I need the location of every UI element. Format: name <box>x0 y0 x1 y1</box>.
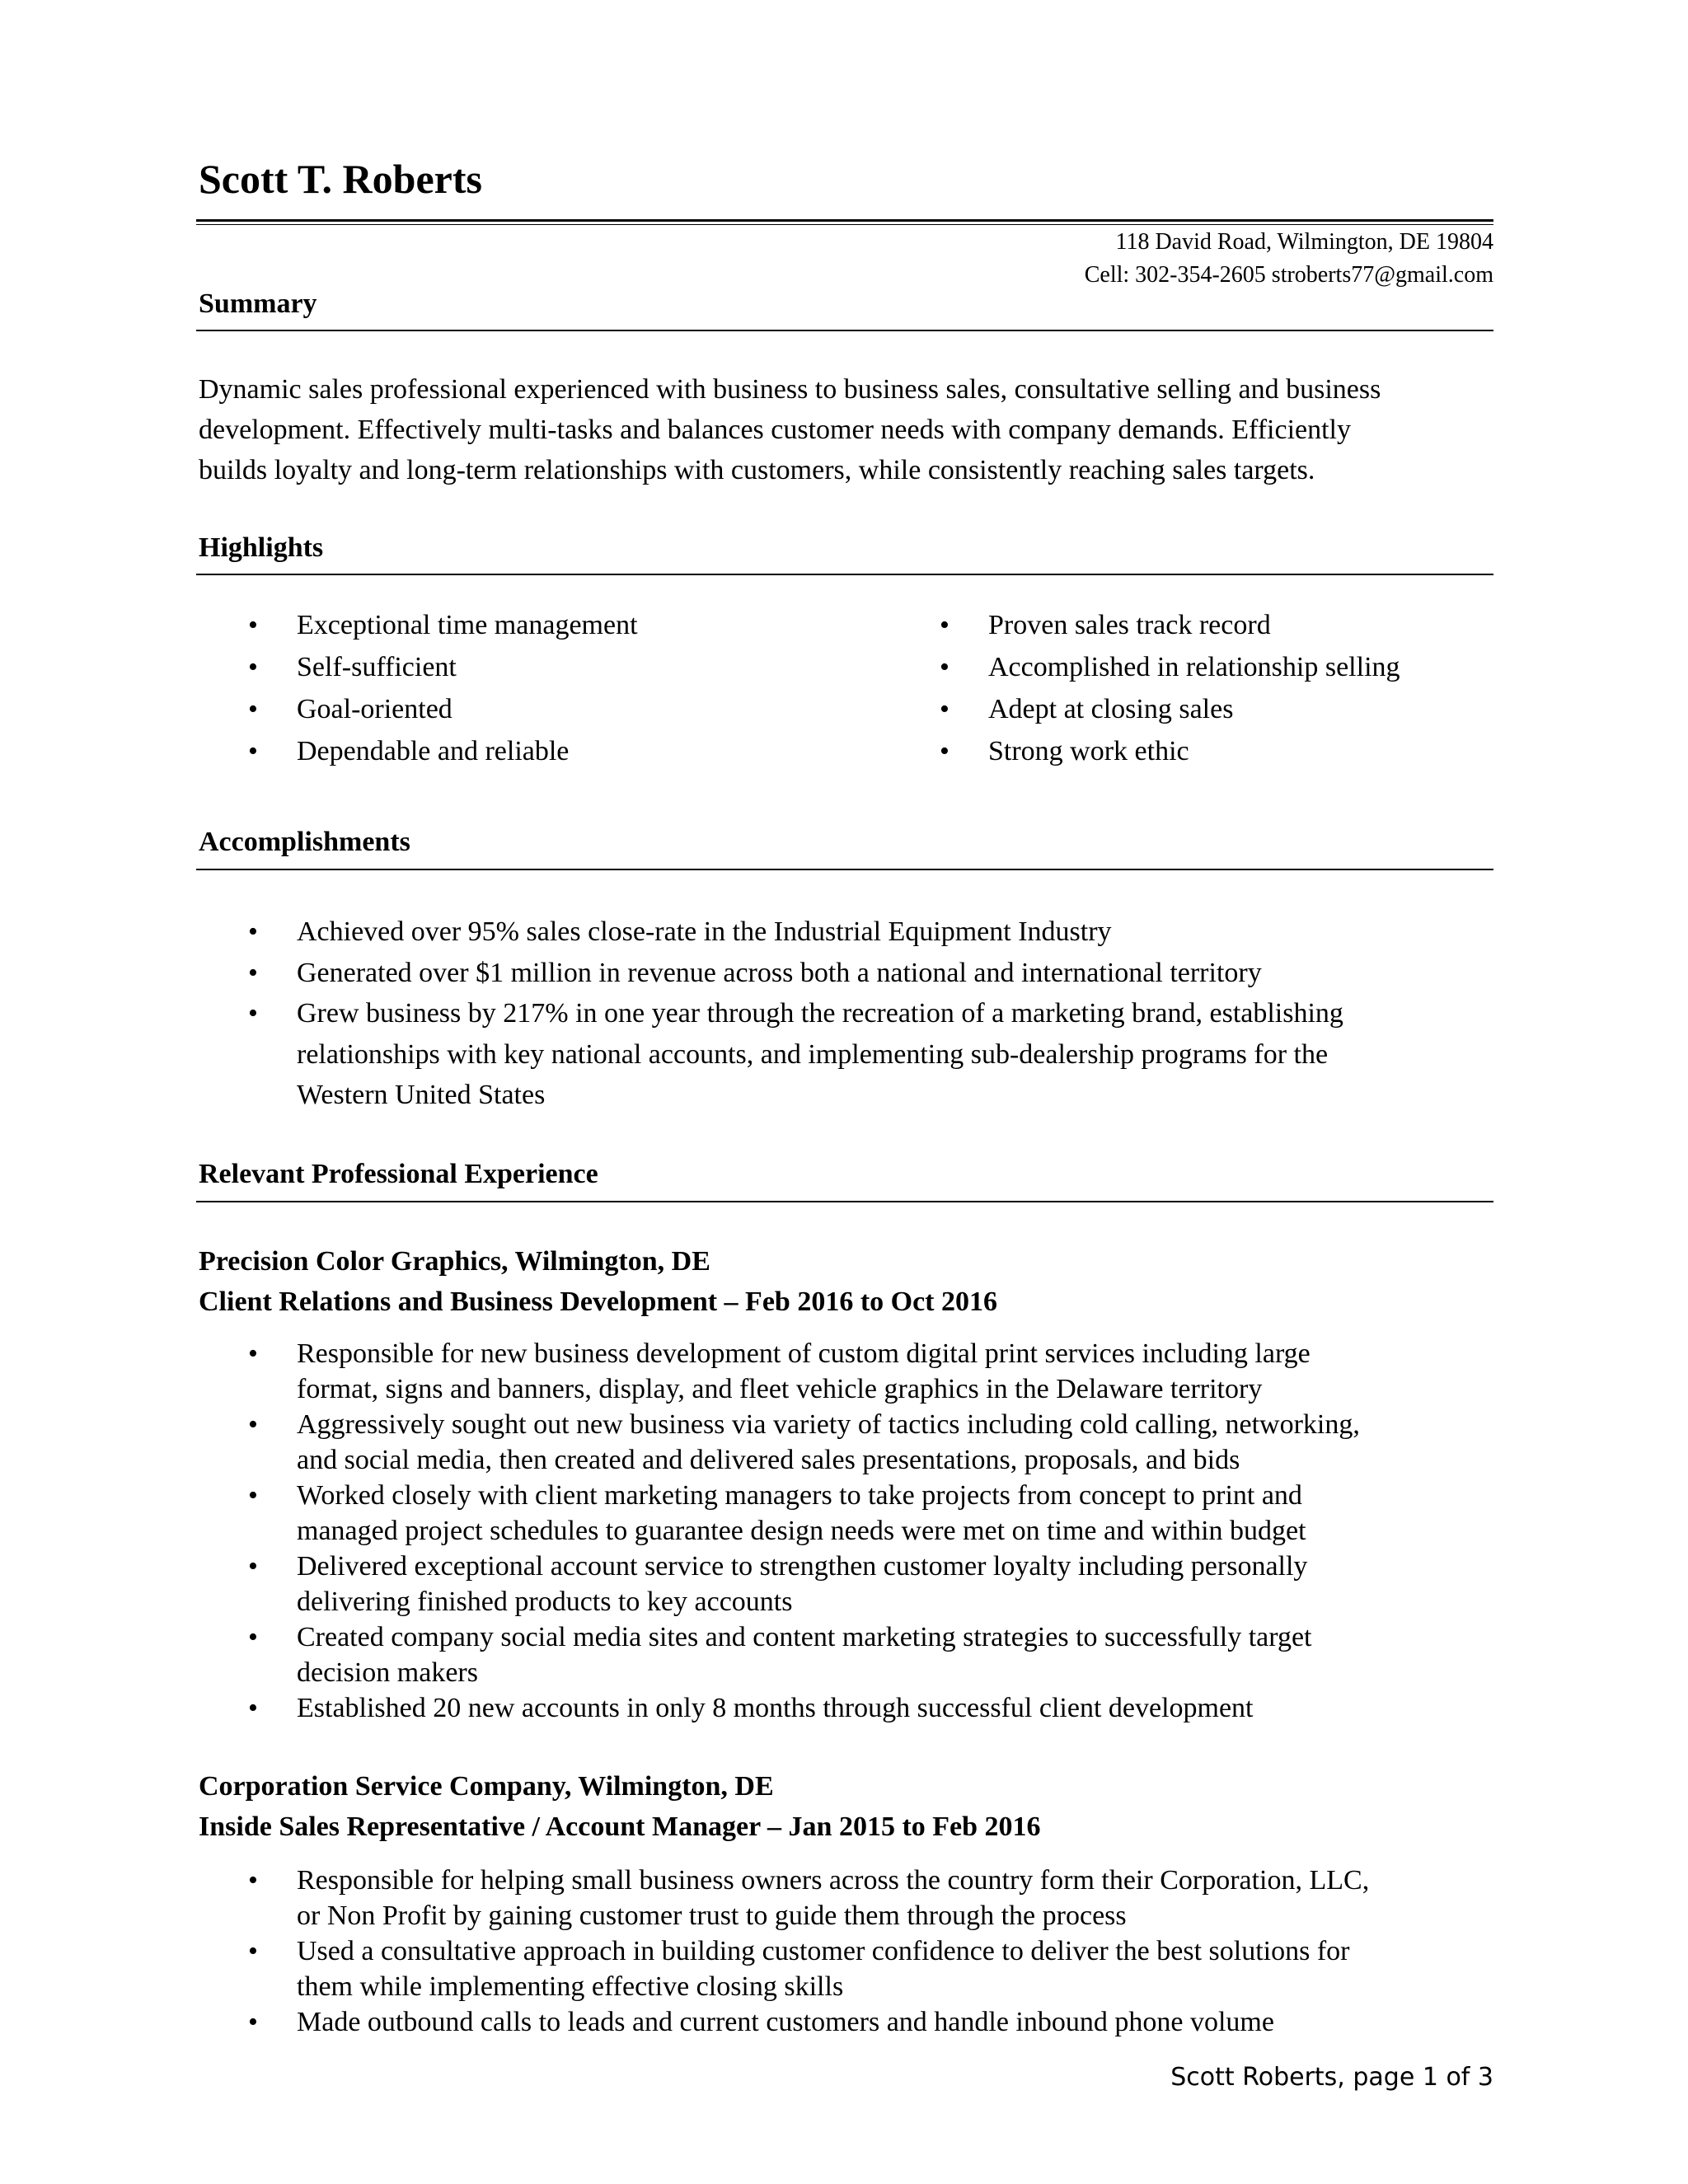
bullet-icon: • <box>248 1936 258 1966</box>
summary-line: Dynamic sales professional experienced with business to business sales, consultative selling and business <box>199 374 1381 405</box>
job-bullets <box>199 1336 1493 1726</box>
job-header <box>199 1241 997 1322</box>
job-bullet: • Established 20 new accounts in only 8 months through successful client development <box>199 1690 1493 1726</box>
bullet-icon: • <box>248 1551 258 1582</box>
address-line: 118 David Road, Wilmington, DE 19804 <box>1115 229 1493 255</box>
job-bullet: • Responsible for new business development of custom digital print services including large format, signs and banners, display, and fleet vehicle graphics in the Delaware territory <box>199 1336 1493 1407</box>
summary-text <box>199 369 1493 490</box>
highlights-right-list <box>890 604 1492 772</box>
highlight-item: • Exceptional time management <box>199 604 874 646</box>
job-bullet: • Created company social media sites and content marketing strategies to successfully target decision makers <box>199 1619 1493 1690</box>
summary-line: builds loyalty and long-term relationships with customers, while consistently reaching sales targets. <box>199 455 1315 485</box>
accomplishments-heading: Accomplishments <box>199 827 410 857</box>
highlight-item: • Accomplished in relationship selling <box>890 646 1492 688</box>
job-bullet: • Aggressively sought out new business via variety of tactics including cold calling, networking, and social media, then created and delivered sales presentations, proposals, and bids <box>199 1407 1493 1478</box>
page-footer: Scott Roberts, page 1 of 3 <box>1170 2063 1493 2092</box>
highlight-item: • Self-sufficient <box>199 646 874 688</box>
job-role: Client Relations and Business Development – Feb 2016 to Oct 2016 <box>199 1286 997 1317</box>
job-company: Precision Color Graphics, Wilmington, DE <box>199 1246 710 1277</box>
summary-heading: Summary <box>199 288 317 319</box>
accomplishments-divider <box>196 869 1493 870</box>
highlight-item: • Proven sales track record <box>890 604 1492 646</box>
bullet-icon: • <box>940 652 950 682</box>
experience-divider <box>196 1201 1493 1202</box>
bullet-icon: • <box>248 957 258 988</box>
accomplishment-item: • Generated over $1 million in revenue across both a national and international territory <box>199 953 1493 994</box>
bullet-icon: • <box>248 694 258 724</box>
highlight-item: • Dependable and reliable <box>199 730 874 772</box>
bullet-icon: • <box>248 1693 258 1723</box>
bullet-icon: • <box>248 1622 258 1652</box>
bullet-icon: • <box>248 998 258 1029</box>
summary-line: development. Effectively multi-tasks and balances customer needs with company demands. Efficiently <box>199 415 1352 445</box>
highlights-left-list <box>199 604 874 772</box>
bullet-icon: • <box>940 610 950 640</box>
job-bullet: • Used a consultative approach in building customer confidence to deliver the best solutions for them while implementing effective closing skills <box>199 1933 1493 2004</box>
job-header <box>199 1766 1041 1847</box>
job-company: Corporation Service Company, Wilmington, DE <box>199 1771 774 1802</box>
accomplishments-list <box>199 912 1493 1116</box>
bullet-icon: • <box>940 736 950 766</box>
bullet-icon: • <box>248 1409 258 1440</box>
candidate-name: Scott T. Roberts <box>199 156 482 202</box>
bullet-icon: • <box>248 1865 258 1896</box>
highlight-item: • Goal-oriented <box>199 688 874 730</box>
accomplishment-item: • Grew business by 217% in one year through the recreation of a marketing brand, establishing relationships with key national accounts, and implementing sub-dealership programs for the Western United States <box>199 993 1493 1116</box>
job-bullet: • Worked closely with client marketing managers to take projects from concept to print and managed project schedules to guarantee design needs were met on time and within budget <box>199 1478 1493 1549</box>
highlight-item: • Strong work ethic <box>890 730 1492 772</box>
bullet-icon: • <box>248 652 258 682</box>
bullet-icon: • <box>248 736 258 766</box>
bullet-icon: • <box>248 1338 258 1369</box>
job-bullet: • Responsible for helping small business owners across the country form their Corporation, LLC, or Non Profit by gaining customer trust to guide them through the process <box>199 1863 1493 1933</box>
experience-heading: Relevant Professional Experience <box>199 1159 598 1189</box>
bullet-icon: • <box>248 916 258 947</box>
job-bullet: • Delivered exceptional account service to strengthen customer loyalty including personally delivering finished products to key accounts <box>199 1549 1493 1619</box>
bullet-icon: • <box>248 2007 258 2037</box>
summary-divider <box>196 330 1493 331</box>
bullet-icon: • <box>248 1480 258 1511</box>
job-role: Inside Sales Representative / Account Manager – Jan 2015 to Feb 2016 <box>199 1811 1041 1842</box>
bullet-icon: • <box>248 610 258 640</box>
highlight-item: • Adept at closing sales <box>890 688 1492 730</box>
bullet-icon: • <box>940 694 950 724</box>
highlights-divider <box>196 574 1493 575</box>
highlights-heading: Highlights <box>199 532 324 563</box>
accomplishment-item: • Achieved over 95% sales close-rate in the Industrial Equipment Industry <box>199 912 1493 953</box>
header-divider <box>196 219 1493 225</box>
contact-line: Cell: 302-354-2605 stroberts77@gmail.com <box>1084 262 1493 288</box>
job-bullet: • Made outbound calls to leads and current customers and handle inbound phone volume <box>199 2004 1493 2040</box>
job-bullets <box>199 1863 1493 2040</box>
